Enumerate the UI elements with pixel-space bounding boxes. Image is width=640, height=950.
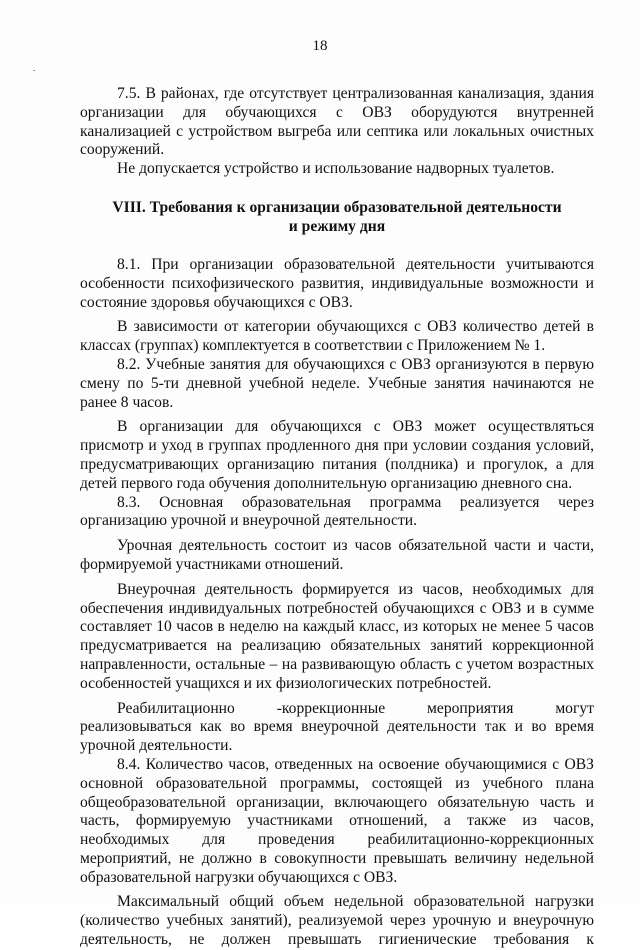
paragraph-8-4: 8.4. Количество часов, отведенных на освоение обучающимися с ОВЗ основной образовательной программы, состоящей из учебного плана общеобразовательной организации, включающего обязательную часть и часть, формируемую участниками отношений, а также из часов, необходимых для проведения реабилитационно-коррекционных мероприятий, не должно в совокупности превышать величину недельной образовательной нагрузки обучающихся с ОВЗ. — [80, 755, 594, 886]
paragraph-7-5-outdoor-toilets: Не допускается устройство и использование надворных туалетов. — [117, 160, 555, 178]
paragraph-rehabilitation: Реабилитационно -коррекционные мероприятия могут реализовываться как во время внеурочной деятельности так и во время урочной деятельности. — [80, 699, 594, 755]
paragraph-8-1: 8.1. При организации образовательной деятельности учитываются особенности психофизического развития, индивидуальные возможности и состояние здоровья обучающихся с ОВЗ. — [80, 255, 594, 311]
paragraph-7-5: 7.5. В районах, где отсутствует централизованная канализация, здания организации для обучающихся с ОВЗ оборудуются внутренней канализацией с устройством выгреба или септика или локальных очистных сооружений. — [80, 85, 594, 159]
paragraph-lesson-activity: Урочная деятельность состоит из часов обязательной части и части, формируемой участниками отношений. — [80, 537, 594, 573]
paragraph-8-3: 8.3. Основная образовательная программа реализуется через организацию урочной и внеурочной деятельности. — [80, 493, 594, 530]
paragraph-max-load: Максимальный общий объем недельной образовательной нагрузки (количество учебных занятий), реализуемой через урочную и внеурочную деятельность, не должен превышать гигиенические требования к — [80, 893, 594, 949]
page-number: 18 — [312, 38, 328, 54]
paragraph-8-2: 8.2. Учебные занятия для обучающихся с ОВЗ организуются в первую смену по 5-ти дневной учебной неделе. Учебные занятия начинаются не ранее 8 часов. — [80, 355, 594, 411]
paragraph-extracurricular: Внеурочная деятельность формируется из часов, необходимых для обеспечения индивидуальных потребностей обучающихся с ОВЗ и в сумме составляет 10 часов в неделю на каждый класс, из которых не менее 5 часов предусматривается на реализацию обязательных занятий коррекционной направленности, остальные – на развивающую область с учетом возрастных особенностей учащихся и их физиологических потребностей. — [80, 580, 594, 692]
section-heading-viii: VIII. Требования к организации образовательной деятельности и режиму дня — [112, 198, 562, 235]
paragraph-class-size: В зависимости от категории обучающихся с ОВЗ количество детей в классах (группах) комплектуется в соответствии с Приложением № 1. — [80, 318, 594, 355]
scan-speck — [33, 70, 35, 71]
paragraph-extended-day: В организации для обучающихся с ОВЗ может осуществляться присмотр и уход в группах продленного дня при условии создания условий, предусматривающих организацию питания (полдника) и прогулок, а для детей первого года обучения дополнительную организацию дневного сна. — [80, 418, 594, 492]
page-body — [80, 85, 594, 950]
